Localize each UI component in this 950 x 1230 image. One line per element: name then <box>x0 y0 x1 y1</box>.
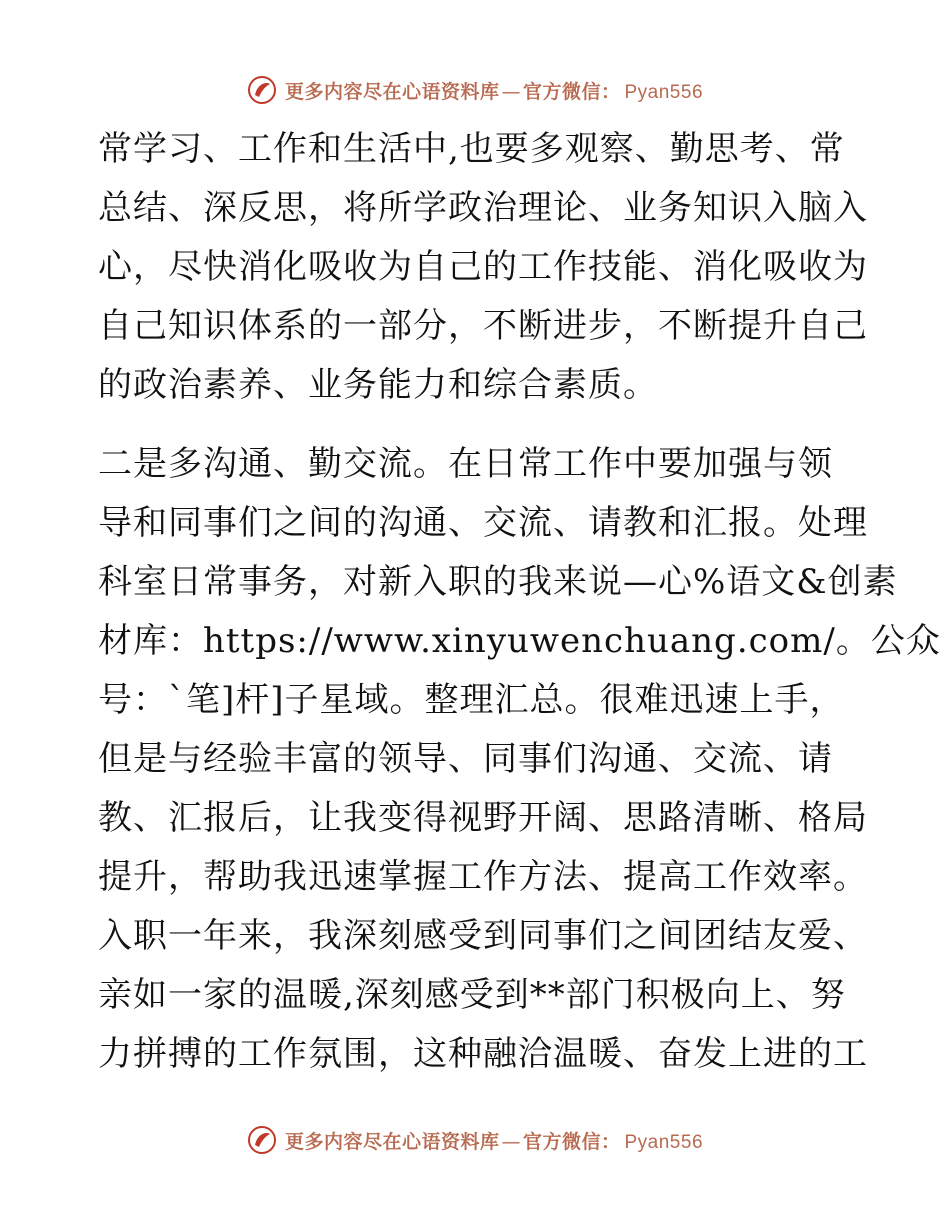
xinyu-logo-icon <box>247 75 277 105</box>
paragraph-2-line: 二是多沟通、勤交流。在日常工作中要加强与领 <box>98 444 833 484</box>
header-banner-text <box>285 77 703 104</box>
paragraph-2-line: 力拼搏的工作氛围，这种融洽温暖、奋发上进的工 <box>98 1034 868 1074</box>
paragraph-2-line: 入职一年来，我深刻感受到同事们之间团结友爱、 <box>98 916 868 956</box>
paragraph-1-line: 总结、深反思，将所学政治理论、业务知识入脑入 <box>98 188 868 228</box>
paragraph-1-line: 的政治素养、业务能力和综合素质。 <box>98 365 658 405</box>
document-body <box>98 120 941 1084</box>
paragraph-2-line: 提升，帮助我迅速掌握工作方法、提高工作效率。 <box>98 857 868 897</box>
footer-banner-text <box>285 1127 703 1154</box>
header-main-text: 更多内容尽在心语资料库 <box>284 80 500 103</box>
header-separator: — <box>501 80 521 103</box>
paragraph-2-line: 材库：https://www.xinyuwenchuang.com/。公众 <box>98 621 941 661</box>
paragraph-2-line: 教、汇报后，让我变得视野开阔、思路清晰、格局 <box>98 798 868 838</box>
paragraph-1-line: 心，尽快消化吸收为自己的工作技能、消化吸收为 <box>98 247 868 287</box>
paragraph-2-line: 亲如一家的温暖,深刻感受到**部门积极向上、努 <box>98 975 846 1015</box>
paragraph-2-line: 科室日常事务，对新入职的我来说—心%语文&创素 <box>98 562 898 602</box>
paragraph-2-line: 号：`笔]杆]子星域。整理汇总。很难迅速上手， <box>98 680 845 720</box>
header-wechat-label: 官方微信： <box>522 80 621 103</box>
paragraph-spacer <box>98 415 856 435</box>
xinyu-logo-icon <box>247 1125 277 1155</box>
footer-wechat-label: 官方微信： <box>522 1130 621 1153</box>
footer-wechat-id: Pyan556 <box>624 1131 704 1153</box>
paragraph-1 <box>98 120 868 415</box>
paragraph-2 <box>98 435 941 1084</box>
header-banner <box>0 70 950 110</box>
header-wechat-id: Pyan556 <box>624 81 704 103</box>
paragraph-2-line: 但是与经验丰富的领导、同事们沟通、交流、请 <box>98 739 833 779</box>
paragraph-2-line: 导和同事们之间的沟通、交流、请教和汇报。处理 <box>98 503 868 543</box>
footer-banner <box>0 1120 950 1160</box>
footer-main-text: 更多内容尽在心语资料库 <box>284 1130 500 1153</box>
footer-separator: — <box>501 1130 521 1153</box>
paragraph-1-line: 常学习、工作和生活中,也要多观察、勤思考、常 <box>98 129 845 169</box>
paragraph-1-line: 自己知识体系的一部分，不断进步，不断提升自己 <box>98 306 868 346</box>
